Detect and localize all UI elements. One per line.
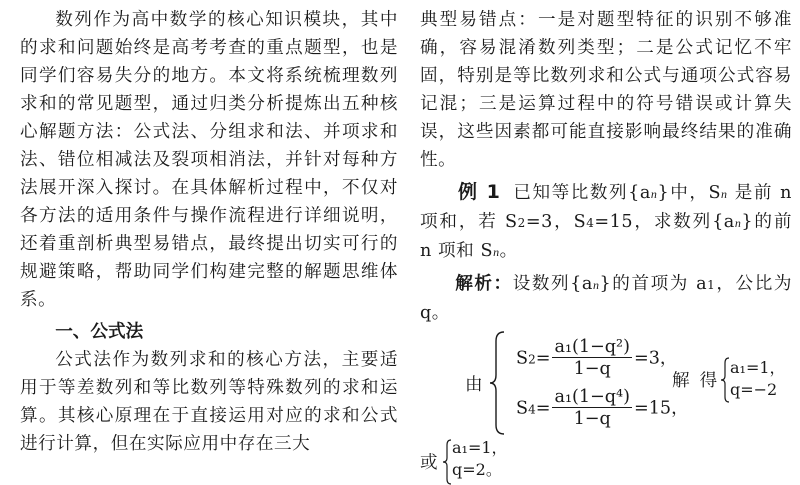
- error-points-paragraph: 典型易错点：一是对题型特征的识别不够准确，容易混淆数列类型；二是公式记忆不牢固，特别是等比数列求和公式与通项公式容易记混；三是运算过程中的符号错误或计算失误，这些因素都可能直接影响最终结果的准确性。: [420, 10, 792, 170]
- analysis-label: 解析：: [455, 274, 513, 294]
- example-label: 例 1: [458, 181, 501, 203]
- equation-2: S4= $\frac{\text{a₁(1−q⁴)}}{1-q}$ =15，: [516, 387, 689, 429]
- solution-brace-icon: [720, 357, 730, 403]
- you-text: 由: [465, 375, 483, 395]
- formula-method-paragraph: 公式法作为数列求和的核心方法，主要适用于等差数列和等比数列等特殊数列的求和运算。其核心原理在于直接运用对应的求和公式进行计算，但在实际应用中存在三大: [20, 350, 398, 454]
- right-column: [420, 6, 792, 485]
- equation-1: S2= $\frac{\text{a₁(1−q²)}}{1-q}$ =3，: [516, 337, 678, 379]
- solution-brace-icon-2: [442, 439, 452, 485]
- solution-1: a₁=1， q=−2: [730, 358, 786, 399]
- solution-2-block: [420, 437, 792, 485]
- analysis-line: 解析：设数列{an}的首项为 a1，公比为 q。: [420, 274, 792, 323]
- jiede-text: 解得: [672, 371, 728, 391]
- huo-text: 或: [420, 453, 438, 473]
- section-heading: 一、公式法: [55, 322, 144, 342]
- equation-system: [420, 329, 792, 437]
- solution-2: a₁=1， q=2。: [452, 438, 508, 479]
- left-column: [20, 6, 398, 458]
- intro-paragraph: 数列作为高中数学的核心知识模块，其中的求和问题始终是高考考查的重点题型，也是同学们容易失分的地方。本文将系统梳理数列求和的常见题型，通过归类分析提炼出五种核心解题方法：公式法、分组求和法、并项求和法、错位相减法及裂项相消法，并针对每种方法展开深入探讨。在具体解析过程中，不仅对各方法的适用条件与操作流程进行详细说明，还着重剖析典型易错点，最终提出切实可行的规避策略，帮助同学们构建完整的解题思维体系。: [20, 10, 398, 310]
- example-1: 例 1 已知等比数列{an}中，Sn 是前 n 项和，若 S2=3，S4=15，求数列{an}的前 n 项和 Sn。: [420, 181, 792, 261]
- left-brace-icon: [488, 329, 508, 437]
